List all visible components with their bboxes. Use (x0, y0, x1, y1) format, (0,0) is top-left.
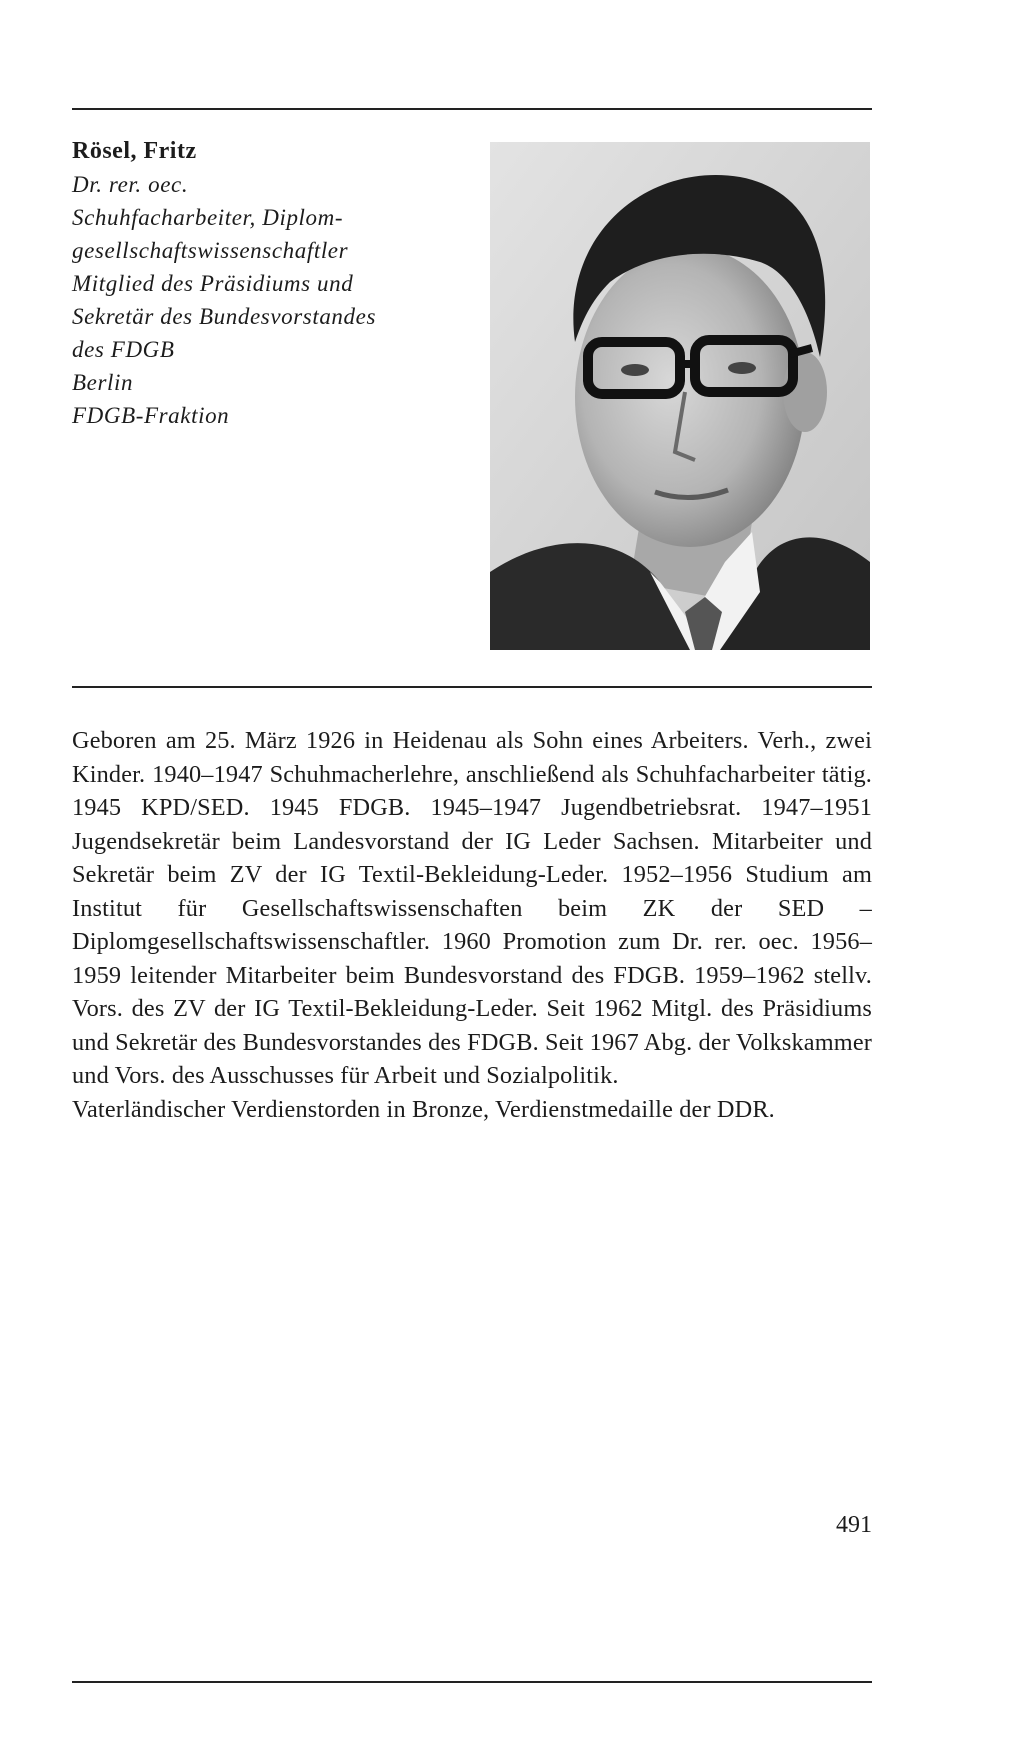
portrait-photo (490, 142, 870, 650)
profession-line-1: Schuhfacharbeiter, Diplom- (72, 205, 344, 230)
awards-text: Vaterländischer Verdienstorden in Bronze, Verdienstmedaille der DDR. (72, 1095, 775, 1123)
position-line-2: Sekretär des Bundesvorstandes (72, 304, 376, 329)
bottom-rule (72, 1681, 872, 1683)
entry-name: Rösel, Fritz (72, 138, 197, 164)
top-rule (72, 108, 872, 110)
profession-line-2: gesellschaftswissenschaftler (72, 238, 349, 263)
residence: Berlin (72, 370, 134, 395)
entry-header (72, 134, 472, 432)
position-line-3: des FDGB (72, 337, 175, 362)
page-number: 491 (836, 1512, 872, 1538)
middle-rule (72, 686, 872, 688)
faction: FDGB-Fraktion (72, 403, 230, 428)
academic-title: Dr. rer. oec. (72, 172, 189, 197)
biography-text: Geboren am 25. März 1926 in Heidenau als Sohn eines Arbeiters. Verh., zwei Kinder. 1940–1947 Schuhmacherlehre, anschließend als Schuhfacharbeiter tätig. 1945 KPD/SED. 1945 FDGB. 1945–1947 Jugendbetriebsrat. 1947–1951 Jugendsekretär beim Landesvorstand der IG Leder Sachsen. Mitarbeiter und Sekretär beim ZV der IG Textil-Bekleidung-Leder. 1952–1956 Studium am Institut für Gesellschaftswissenschaften beim ZK der SED – Diplomgesellschaftswissenschaftler. 1960 Promotion zum Dr. rer. oec. 1956–1959 leitender Mitarbeiter beim Bundesvorstand des FDGB. 1959–1962 stellv. Vors. des ZV der IG Textil-Bekleidung-Leder. Seit 1962 Mitgl. des Präsidiums und Sekretär des Bundesvorstandes des FDGB. Seit 1967 Abg. der Volkskammer und Vors. des Ausschusses für Arbeit und Sozialpolitik. (72, 727, 872, 1089)
portrait-photo-icon (490, 142, 870, 650)
biography-block (72, 724, 872, 1126)
position-line-1: Mitglied des Präsidiums und (72, 271, 354, 296)
